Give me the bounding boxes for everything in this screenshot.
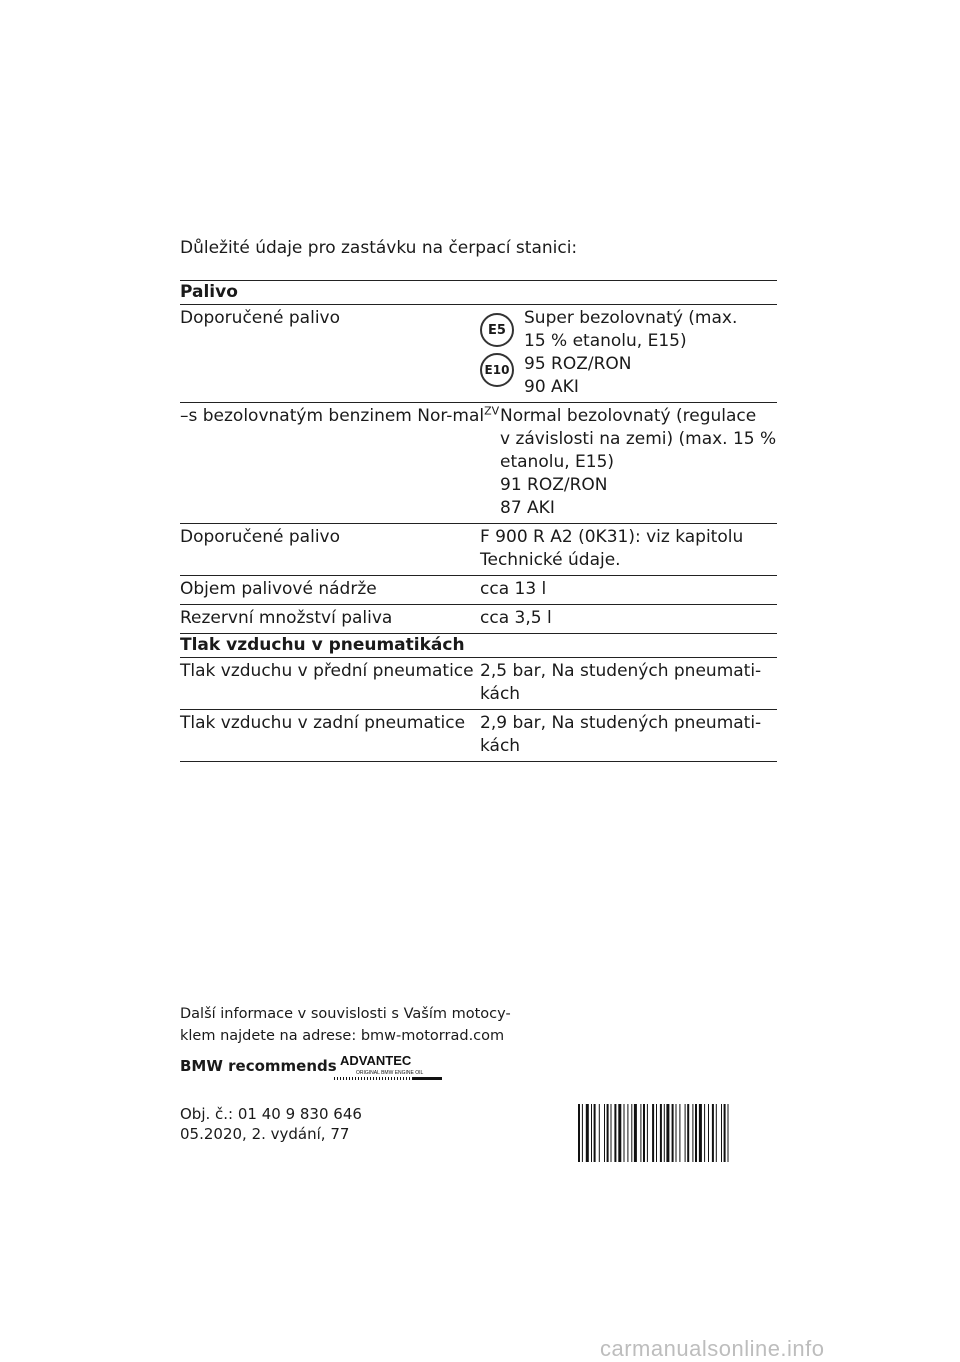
advantec-subtitle: ORIGINAL BMW ENGINE OIL [356,1070,424,1076]
barcode-bar [578,1104,580,1162]
barcode-bar [692,1104,693,1162]
row-value: 2,5 bar, Na studených pneumati- kách [480,661,762,704]
table-row [180,575,777,604]
table-row [180,304,777,402]
table-row [180,523,777,575]
barcode-bar [614,1104,616,1162]
barcode-bar [656,1104,657,1162]
barcode-bar [724,1104,726,1162]
barcode-bar [640,1104,641,1162]
row-label: Doporučené palivo [180,308,341,328]
barcode-bar [624,1104,625,1162]
barcode-bar [695,1104,697,1162]
barcode-bar [618,1104,621,1162]
advantec-stripe [334,1077,442,1080]
e5-fuel-icon: E5 [480,313,514,347]
barcode-bar [687,1104,689,1162]
row-value: cca 3,5 l [480,608,552,628]
fuel-badges [480,307,520,399]
intro-heading: Důležité údaje pro zastávku na čerpací stanici: [180,238,578,258]
barcode-bar [672,1104,674,1162]
barcode-bar [704,1104,705,1162]
row-value: Normal bezolovnatý (regulace v závislosti na zemi) (max. 15 % etanolu, E15) 91 ROZ/RON 87 AKI [500,406,777,518]
barcode-bar [716,1104,717,1162]
barcode-bar [631,1104,632,1162]
watermark-text: carmanualsonline.info [600,1336,825,1361]
barcode-icon [578,1104,778,1162]
barcode-bar [728,1104,729,1162]
table-row [180,657,777,709]
section-heading-tire: Tlak vzduchu v pneumatikách [180,633,777,657]
barcode-bar [604,1104,605,1162]
barcode-bar [721,1104,722,1162]
zv-superscript: ZV [484,404,500,418]
row-label: Tlak vzduchu v přední pneumatice [180,661,474,681]
barcode-bar [685,1104,686,1162]
advantec-logo [334,1052,444,1082]
row-value: cca 13 l [480,579,547,599]
bmw-recommends-label: BMW recommends [180,1057,337,1075]
barcode-bar [699,1104,702,1162]
barcode-bar [643,1104,645,1162]
barcode-bar [676,1104,677,1162]
barcode-bar [591,1104,592,1162]
row-label: –s bezolovnatým benzinem Nor-mal$^{ZV}$ [180,404,500,426]
barcode-bar [664,1104,665,1162]
barcode-bar [634,1104,637,1162]
barcode-bar [666,1104,669,1162]
spec-table [180,280,777,762]
row-value: F 900 R A2 (0K31): viz kapitolu Technické údaje. [480,527,744,570]
edition-info: 05.2020, 2. vydání, 77 [180,1125,350,1143]
barcode-bar [582,1104,583,1162]
advantec-title: ADVANTEC [340,1053,412,1068]
barcode-bar [611,1104,612,1162]
row-label: Doporučené palivo [180,527,341,547]
barcode-bar [708,1104,709,1162]
barcode-bar [652,1104,654,1162]
order-number: Obj. č.: 01 40 9 830 646 [180,1105,362,1123]
row-label: Objem palivové nádrže [180,579,377,599]
e10-fuel-icon: E10 [480,353,514,387]
order-number-block [180,1104,362,1144]
more-info-text: Další informace v souvislosti s Vaším motocy- klem najdete na adrese: bmw-motorrad.com [180,1006,511,1044]
table-row [180,709,777,762]
row-label: Tlak vzduchu v zadní pneumatice [180,713,466,733]
barcode-bar [607,1104,609,1162]
row-label: Rezervní množství paliva [180,608,393,628]
table-row [180,402,777,523]
barcode-bar [660,1104,662,1162]
barcode-bar [647,1104,648,1162]
barcode-bar [712,1104,714,1162]
barcode-bar [594,1104,596,1162]
barcode-bar [627,1104,628,1162]
barcode-bar [586,1104,589,1162]
barcode-bar [679,1104,680,1162]
row-value: Super bezolovnatý (max. 15 % etanolu, E15) 95 ROZ/RON 90 AKI [524,308,738,397]
section-heading-fuel: Palivo [180,280,777,304]
row-value: 2,9 bar, Na studených pneumati- kách [480,713,762,756]
barcode-bar [599,1104,600,1162]
table-row [180,604,777,633]
